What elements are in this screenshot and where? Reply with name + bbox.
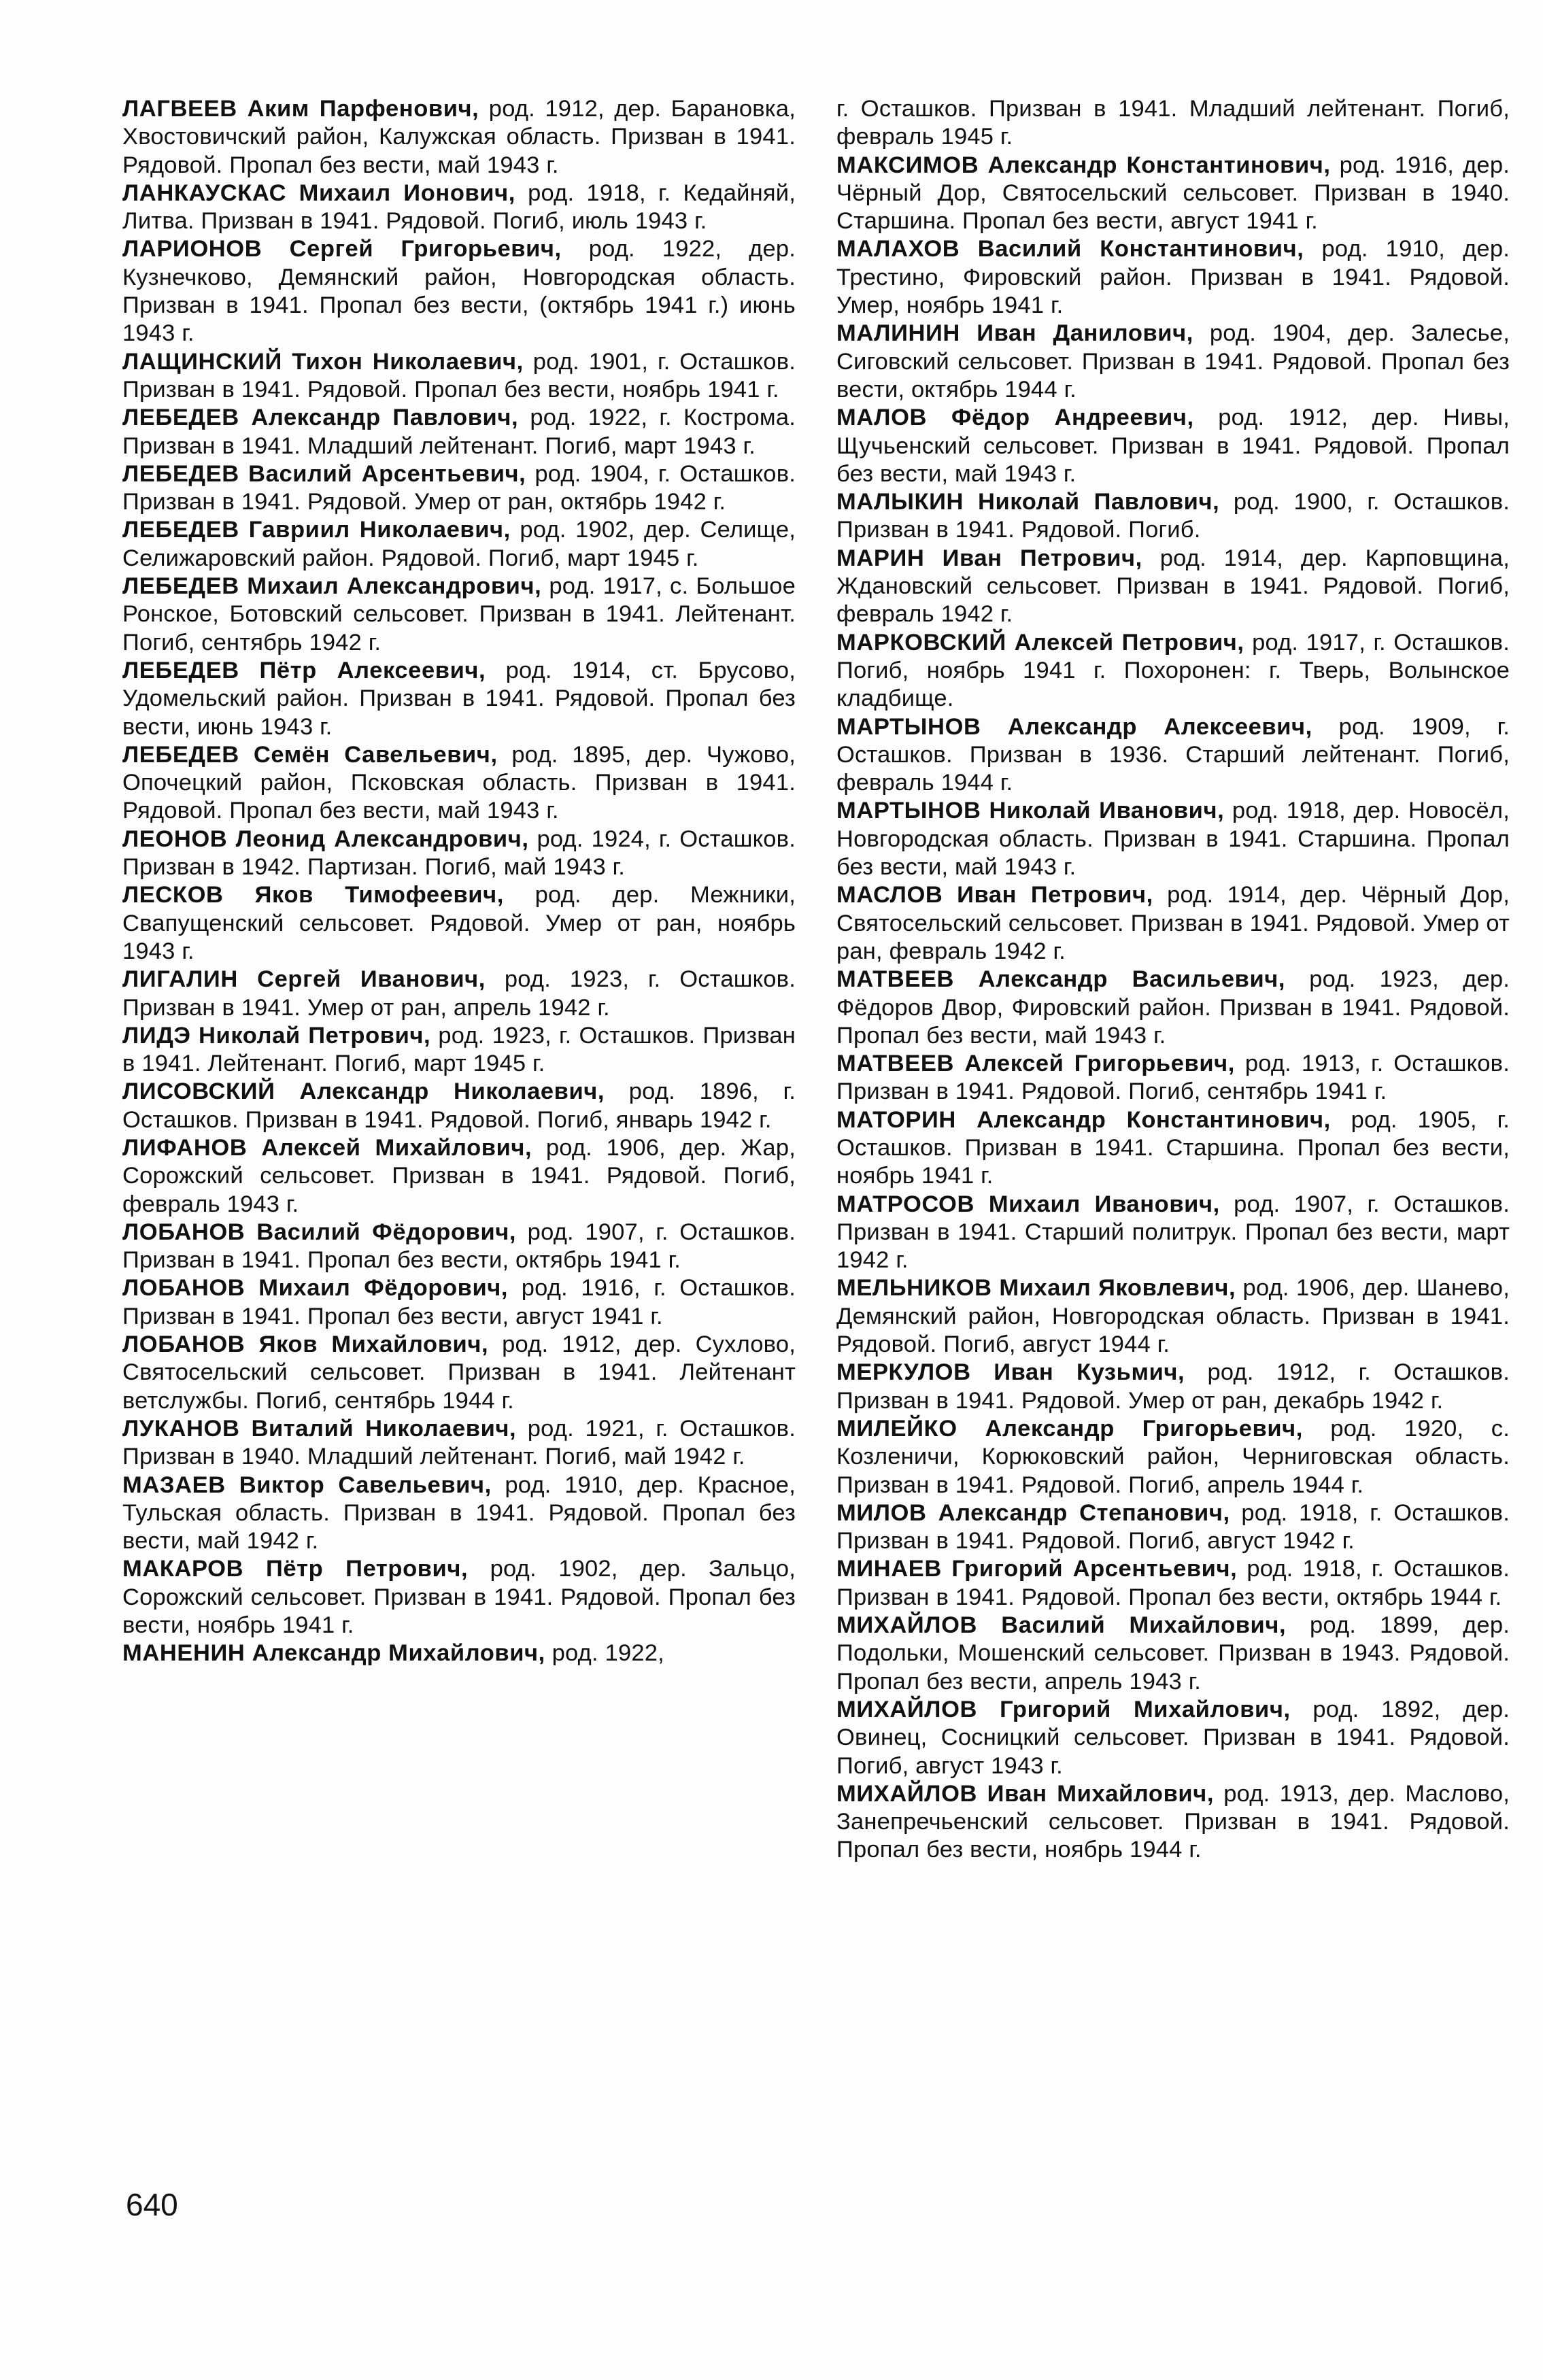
- entry-details: род. 1900, г. Осташков. Призван в 1941. Рядовой. Погиб.: [836, 489, 1510, 543]
- memorial-entry: [836, 797, 1510, 881]
- memorial-entry: [836, 1415, 1510, 1499]
- memorial-entry: [122, 1639, 796, 1667]
- person-name: МАЗАЕВ Виктор Савельевич,: [122, 1472, 492, 1498]
- memorial-entry: [122, 1415, 796, 1472]
- entry-details: род. 1923, г. Осташков. Призван в 1941. Умер от ран, апрель 1942 г.: [122, 966, 796, 1021]
- entry-details: род. 1917, г. Осташков. Погиб, ноябрь 1941 г. Похоронен: г. Тверь, Волынское кладбище.: [836, 629, 1510, 712]
- memorial-entry: [122, 1078, 796, 1134]
- entry-details: род. 1918, г. Кедайняй, Литва. Призван в 1941. Рядовой. Погиб, июль 1943 г.: [122, 180, 796, 235]
- person-name: ЛАГВЕЕВ Аким Парфенович,: [122, 96, 479, 122]
- person-name: МАЛОВ Фёдор Андреевич,: [836, 405, 1194, 431]
- entry-details: род. 1924, г. Осташков. Призван в 1942. Партизан. Погиб, май 1943 г.: [122, 826, 796, 881]
- person-name: МЕРКУЛОВ Иван Кузьмич,: [836, 1359, 1185, 1386]
- entry-details: род. 1923, дер. Фёдоров Двор, Фировский район. Призван в 1941. Рядовой. Пропал без вести, май 1943 г.: [836, 966, 1510, 1049]
- memorial-entry: [836, 1359, 1510, 1415]
- memorial-entry: [122, 741, 796, 826]
- person-name: ЛЕБЕДЕВ Семён Савельевич,: [122, 741, 498, 768]
- person-name: МАРТЫНОВ Александр Алексеевич,: [836, 713, 1312, 740]
- memorial-entry: [836, 1050, 1510, 1106]
- person-name: ЛОБАНОВ Василий Фёдорович,: [122, 1219, 517, 1245]
- person-name: ЛЕБЕДЕВ Василий Арсентьевич,: [122, 460, 526, 487]
- entry-details: род. 1923, г. Осташков. Призван в 1941. Лейтенант. Погиб, март 1945 г.: [122, 1022, 796, 1077]
- left-column: [122, 95, 796, 1668]
- entry-details: род. 1920, с. Козленичи, Корюковский район, Черниговская область. Призван в 1941. Рядовой. Погиб, апрель 1944 г.: [836, 1415, 1510, 1498]
- entry-details: род. 1909, г. Осташков. Призван в 1936. Старший лейтенант. Погиб, февраль 1944 г.: [836, 713, 1510, 796]
- entry-details: род. 1899, дер. Подольки, Мошенский сельсовет. Призван в 1943. Рядовой. Пропал без вести, апрель 1943 г.: [836, 1612, 1510, 1695]
- entry-details: род. 1922,: [545, 1640, 664, 1667]
- memorial-entry: [836, 629, 1510, 713]
- memorial-entry: [122, 881, 796, 966]
- memorial-entry: [836, 1696, 1510, 1780]
- entry-details: род. 1918, г. Осташков. Призван в 1941. Рядовой. Погиб, август 1942 г.: [836, 1499, 1510, 1554]
- memorial-entry: [836, 404, 1510, 488]
- memorial-entry: [122, 404, 796, 460]
- entry-details: род. 1902, дер. Зальцо, Сорожский сельсовет. Призван в 1941. Рядовой. Пропал без вести, ноябрь 1941 г.: [122, 1556, 796, 1639]
- memorial-entry: [122, 1472, 796, 1556]
- entry-details: род. 1914, дер. Карповщина, Ждановский сельсовет. Призван в 1941. Рядовой. Погиб, февраль 1942 г.: [836, 545, 1510, 628]
- person-name: МИХАЙЛОВ Григорий Михайлович,: [836, 1696, 1291, 1722]
- person-name: МАТВЕЕВ Алексей Григорьевич,: [836, 1051, 1235, 1077]
- entry-details: род. 1914, ст. Брусово, Удомельский район. Призван в 1941. Рядовой. Пропал без вести, июнь 1943 г.: [122, 657, 796, 740]
- entry-details: род. 1912, дер. Нивы, Щучьенский сельсовет. Призван в 1941. Рядовой. Пропал без вести, май 1943 г.: [836, 405, 1510, 487]
- page-number: 640: [126, 2187, 178, 2222]
- person-name: МИХАЙЛОВ Иван Михайлович,: [836, 1780, 1215, 1807]
- person-name: ЛИДЭ Николай Петрович,: [122, 1022, 431, 1049]
- person-name: МИНАЕВ Григорий Арсентьевич,: [836, 1556, 1238, 1582]
- entry-details: род. 1901, г. Осташков. Призван в 1941. Рядовой. Пропал без вести, ноябрь 1941 г.: [122, 348, 796, 403]
- entry-details: род. 1892, дер. Овинец, Сосницкий сельсовет. Призван в 1941. Рядовой. Погиб, август 1943 г.: [836, 1696, 1510, 1779]
- entry-details: род. 1895, дер. Чужово, Опочецкий район, Псковская область. Призван в 1941. Рядовой. Пропал без вести, май 1943 г.: [122, 741, 796, 824]
- memorial-entry: [836, 966, 1510, 1050]
- entry-details: г. Осташков. Призван в 1941. Младший лейтенант. Погиб, февраль 1945 г.: [836, 96, 1510, 150]
- memorial-entry: [122, 235, 796, 347]
- entry-details: род. 1907, г. Осташков. Призван в 1941. Пропал без вести, октябрь 1941 г.: [122, 1219, 796, 1274]
- entry-details: род. 1918, дер. Новосёл, Новгородская область. Призван в 1941. Старшина. Пропал без вести, май 1943 г.: [836, 798, 1510, 881]
- right-column: [836, 95, 1510, 1865]
- entry-details: род. 1914, дер. Чёрный Дор, Святосельский сельсовет. Призван в 1941. Рядовой. Умер от ран, февраль 1942 г.: [836, 882, 1510, 964]
- entry-details: род. 1913, г. Осташков. Призван в 1941. Рядовой. Погиб, сентябрь 1941 г.: [836, 1051, 1510, 1105]
- memorial-entry: [122, 1274, 796, 1331]
- person-name: ЛЕБЕДЕВ Михаил Александрович,: [122, 573, 542, 600]
- person-name: МИЛОВ Александр Степанович,: [836, 1499, 1230, 1526]
- person-name: ЛУКАНОВ Виталий Николаевич,: [122, 1415, 517, 1442]
- memorial-entry: [122, 180, 796, 236]
- memorial-entry: [122, 516, 796, 573]
- entry-details: род. 1918, г. Осташков. Призван в 1941. Рядовой. Пропал без вести, октябрь 1944 г.: [836, 1556, 1510, 1610]
- memorial-entry: [122, 1331, 796, 1415]
- memorial-entry: [122, 1134, 796, 1219]
- person-name: МАРТЫНОВ Николай Иванович,: [836, 798, 1225, 824]
- person-name: ЛИФАНОВ Алексей Михайлович,: [122, 1134, 532, 1161]
- memorial-entry: [836, 488, 1510, 545]
- person-name: МАЛЫКИН Николай Павлович,: [836, 489, 1220, 515]
- person-name: ЛИГАЛИН Сергей Иванович,: [122, 966, 486, 993]
- person-name: МАЛИНИН Иван Данилович,: [836, 320, 1193, 347]
- entry-details: род. 1905, г. Осташков. Призван в 1941. Старшина. Пропал без вести, ноябрь 1941 г.: [836, 1106, 1510, 1189]
- person-name: МАТВЕЕВ Александр Васильевич,: [836, 966, 1286, 993]
- entry-details: род. 1913, дер. Маслово, Занепречьенский сельсовет. Призван в 1941. Рядовой. Пропал без вести, ноябрь 1944 г.: [836, 1780, 1510, 1863]
- person-name: МАРКОВСКИЙ Алексей Петрович,: [836, 629, 1244, 656]
- entry-details: род. 1921, г. Осташков. Призван в 1940. Младший лейтенант. Погиб, май 1942 г.: [122, 1415, 796, 1470]
- memorial-entry: [836, 152, 1510, 236]
- entry-details: род. 1912, г. Осташков. Призван в 1941. Рядовой. Умер от ран, декабрь 1942 г.: [836, 1359, 1510, 1414]
- person-name: МИХАЙЛОВ Василий Михайлович,: [836, 1612, 1287, 1639]
- person-name: ЛИСОВСКИЙ Александр Николаевич,: [122, 1078, 605, 1105]
- entry-details: род. 1910, дер. Трестино, Фировский район. Призван в 1941. Рядовой. Умер, ноябрь 1941 г.: [836, 236, 1510, 319]
- person-name: МАСЛОВ Иван Петрович,: [836, 882, 1153, 908]
- entry-details: род. 1912, дер. Барановка, Хвостовичский район, Калужская область. Призван в 1941. Рядовой. Пропал без вести, май 1943 г.: [122, 96, 796, 178]
- entry-details: род. 1904, г. Осташков. Призван в 1941. Рядовой. Умер от ран, октябрь 1942 г.: [122, 460, 796, 515]
- memorial-entry: [836, 320, 1510, 404]
- memorial-entry: [836, 545, 1510, 629]
- entry-details: род. 1917, с. Большое Ронское, Ботовский сельсовет. Призван в 1941. Лейтенант. Погиб, сентябрь 1942 г.: [122, 573, 796, 656]
- person-name: ЛОБАНОВ Михаил Фёдорович,: [122, 1275, 509, 1302]
- memorial-entry: [122, 95, 796, 180]
- memorial-entry: [836, 1106, 1510, 1191]
- person-name: ЛОБАНОВ Яков Михайлович,: [122, 1331, 489, 1358]
- entry-details: род. 1907, г. Осташков. Призван в 1941. Старший политрук. Пропал без вести, март 1942 г.: [836, 1191, 1510, 1274]
- memorial-entry: [836, 1274, 1510, 1359]
- entry-details: род. 1910, дер. Красное, Тульская область. Призван в 1941. Рядовой. Пропал без вести, май 1942 г.: [122, 1472, 796, 1554]
- person-name: ЛАРИОНОВ Сергей Григорьевич,: [122, 236, 562, 262]
- memorial-entry: [122, 1219, 796, 1275]
- memorial-entry: [122, 1555, 796, 1639]
- memorial-entry: [122, 573, 796, 657]
- person-name: МАТРОСОВ Михаил Иванович,: [836, 1191, 1220, 1217]
- memorial-entry: [122, 657, 796, 741]
- person-name: ЛАНКАУСКАС Михаил Ионович,: [122, 180, 515, 206]
- memorial-entry: [836, 1191, 1510, 1275]
- memorial-entry: [122, 348, 796, 405]
- entry-details: род. 1906, дер. Шанево, Демянский район, Новгородская область. Призван в 1941. Рядовой. Погиб, август 1944 г.: [836, 1275, 1510, 1358]
- entry-details: род. 1912, дер. Сухлово, Святосельский сельсовет. Призван в 1941. Лейтенант ветслужбы. Погиб, сентябрь 1944 г.: [122, 1331, 796, 1414]
- person-name: ЛЕСКОВ Яков Тимофеевич,: [122, 882, 504, 908]
- person-name: ЛЕОНОВ Леонид Александрович,: [122, 826, 529, 852]
- person-name: МАЛАХОВ Василий Константинович,: [836, 236, 1304, 262]
- person-name: МАНЕНИН Александр Михайлович,: [122, 1640, 545, 1667]
- entry-details: род. 1922, г. Кострома. Призван в 1941. Младший лейтенант. Погиб, март 1943 г.: [122, 405, 796, 459]
- person-name: ЛАЩИНСКИЙ Тихон Николаевич,: [122, 348, 524, 375]
- memorial-entry: [836, 1499, 1510, 1556]
- entry-details: род. 1916, дер. Чёрный Дор, Святосельский сельсовет. Призван в 1940. Старшина. Пропал без вести, август 1941 г.: [836, 152, 1510, 235]
- entry-details: род. 1902, дер. Селище, Селижаровский район. Рядовой. Погиб, март 1945 г.: [122, 517, 796, 571]
- entry-details: род. дер. Межники, Свапущенский сельсовет. Рядовой. Умер от ран, ноябрь 1943 г.: [122, 882, 796, 964]
- person-name: ЛЕБЕДЕВ Пётр Алексеевич,: [122, 657, 486, 683]
- person-name: МАКСИМОВ Александр Константинович,: [836, 152, 1331, 178]
- entry-details: род. 1916, г. Осташков. Призван в 1941. Пропал без вести, август 1941 г.: [122, 1275, 796, 1329]
- person-name: МИЛЕЙКО Александр Григорьевич,: [836, 1415, 1303, 1442]
- memorial-entry: [836, 235, 1510, 320]
- memorial-entry: [836, 95, 1510, 152]
- person-name: ЛЕБЕДЕВ Александр Павлович,: [122, 405, 519, 431]
- person-name: МЕЛЬНИКОВ Михаил Яковлевич,: [836, 1275, 1236, 1302]
- memorial-entry: [122, 966, 796, 1022]
- person-name: МАТОРИН Александр Константинович,: [836, 1106, 1331, 1133]
- entry-details: род. 1906, дер. Жар, Сорожский сельсовет. Призван в 1941. Рядовой. Погиб, февраль 1943 г.: [122, 1134, 796, 1217]
- memorial-entry: [122, 460, 796, 517]
- person-name: МАКАРОВ Пётр Петрович,: [122, 1556, 469, 1582]
- entry-details: род. 1896, г. Осташков. Призван в 1941. Рядовой. Погиб, январь 1942 г.: [122, 1078, 796, 1133]
- person-name: ЛЕБЕДЕВ Гавриил Николаевич,: [122, 517, 511, 543]
- memorial-entry: [836, 713, 1510, 798]
- memorial-entry: [836, 1555, 1510, 1612]
- entry-details: род. 1904, дер. Залесье, Сиговский сельсовет. Призван в 1941. Рядовой. Пропал без вести, октябрь 1944 г.: [836, 320, 1510, 403]
- entry-details: род. 1922, дер. Кузнечково, Демянский район, Новгородская область. Призван в 1941. Пропал без вести, (октябрь 1941 г.) июнь 1943 г.: [122, 236, 796, 347]
- memorial-entry: [122, 826, 796, 882]
- memorial-entry: [836, 1780, 1510, 1865]
- memorial-entry: [836, 881, 1510, 966]
- memorial-entry: [122, 1022, 796, 1078]
- person-name: МАРИН Иван Петрович,: [836, 545, 1142, 571]
- memorial-entry: [836, 1612, 1510, 1696]
